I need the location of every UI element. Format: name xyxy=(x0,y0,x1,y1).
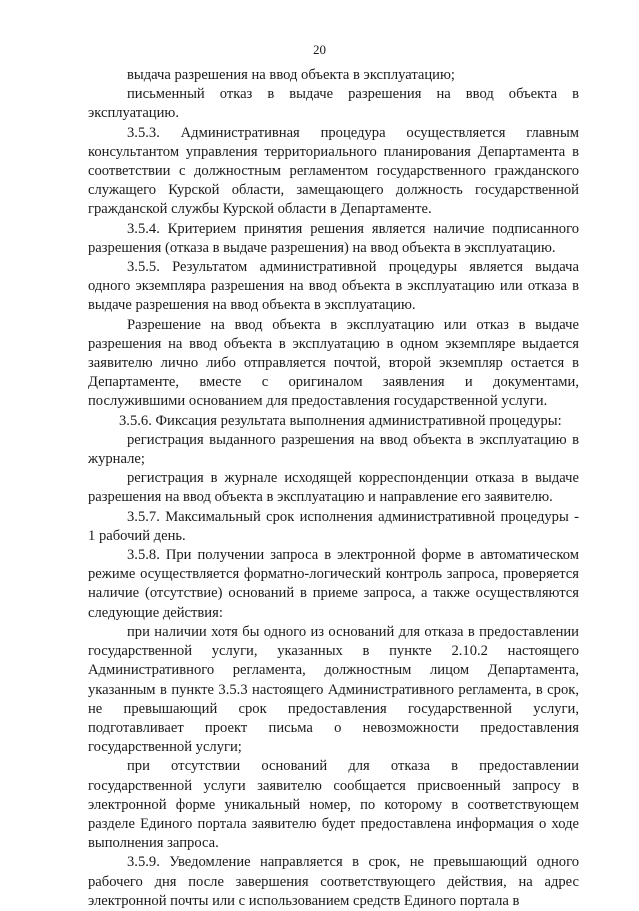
paragraph: при наличии хотя бы одного из оснований для отказа в предоставлении государственной услуги, указанных в пункте 2.10.2 настоящего Административного регламента, должностным лицом Департамента, указанным в пункте 3.5.3 настоящего Административного регламента, в срок, не превышающий срок предоставления государственной услуги, подготавливает проект письма о невозможности предоставления государственной услуги; xyxy=(88,623,579,756)
document-body xyxy=(88,66,579,911)
paragraph: 3.5.3. Административная процедура осуществляется главным консультантом управления территориального планирования Департамента в соответствии с должностным регламентом государственного гражданского служащего Курской области, замещающего должность государственной гражданской службы Курской области в Департаменте. xyxy=(88,124,579,218)
paragraph: 3.5.8. При получении запроса в электронной форме в автоматическом режиме осуществляется форматно-логический контроль запроса, проверяется наличие (отсутствие) оснований в приеме запроса, а также осуществляются следующие действия: xyxy=(88,547,579,621)
paragraph: 3.5.9. Уведомление направляется в срок, не превышающий одного рабочего дня после завершения соответствующего действия, на адрес электронной почты или с использованием средств Единого портала в xyxy=(88,854,579,909)
paragraph: письменный отказ в выдаче разрешения на ввод объекта в эксплуатацию. xyxy=(88,86,579,122)
paragraph: 3.5.5. Результатом административной процедуры является выдача одного экземпляра разрешения на ввод объекта в эксплуатацию или отказа в выдаче разрешения на ввод объекта в эксплуатацию. xyxy=(88,259,579,314)
paragraph: 3.5.7. Максимальный срок исполнения административной процедуры - 1 рабочий день. xyxy=(88,508,579,544)
paragraph: Разрешение на ввод объекта в эксплуатацию или отказ в выдаче разрешения на ввод объекта в эксплуатацию в одном экземпляре выдается заявителю лично либо отправляется почтой, второй экземпляр остается в Департаменте, вместе с оригиналом заявления и документами, послужившими основанием для предоставления государственной услуги. xyxy=(88,316,579,410)
paragraph: 3.5.6. Фиксация результата выполнения административной процедуры: xyxy=(119,412,562,429)
paragraph: регистрация в журнале исходящей корреспонденции отказа в выдаче разрешения на ввод объекта в эксплуатацию и направление его заявителю. xyxy=(88,470,579,506)
page-number: 20 xyxy=(313,42,326,57)
paragraph: при отсутствии оснований для отказа в предоставлении государственной услуги заявителю сообщается присвоенный запросу в электронной форме уникальный номер, по которому в соответствующем разделе Единого портала заявителю будет предоставлена информация о ходе выполнения запроса. xyxy=(88,758,579,852)
paragraph: 3.5.4. Критерием принятия решения является наличие подписанного разрешения (отказа в выдаче разрешения) на ввод объекта в эксплуатацию. xyxy=(88,220,579,256)
paragraph: выдача разрешения на ввод объекта в эксплуатацию; xyxy=(127,67,455,83)
paragraph: регистрация выданного разрешения на ввод объекта в эксплуатацию в журнале; xyxy=(88,431,579,468)
